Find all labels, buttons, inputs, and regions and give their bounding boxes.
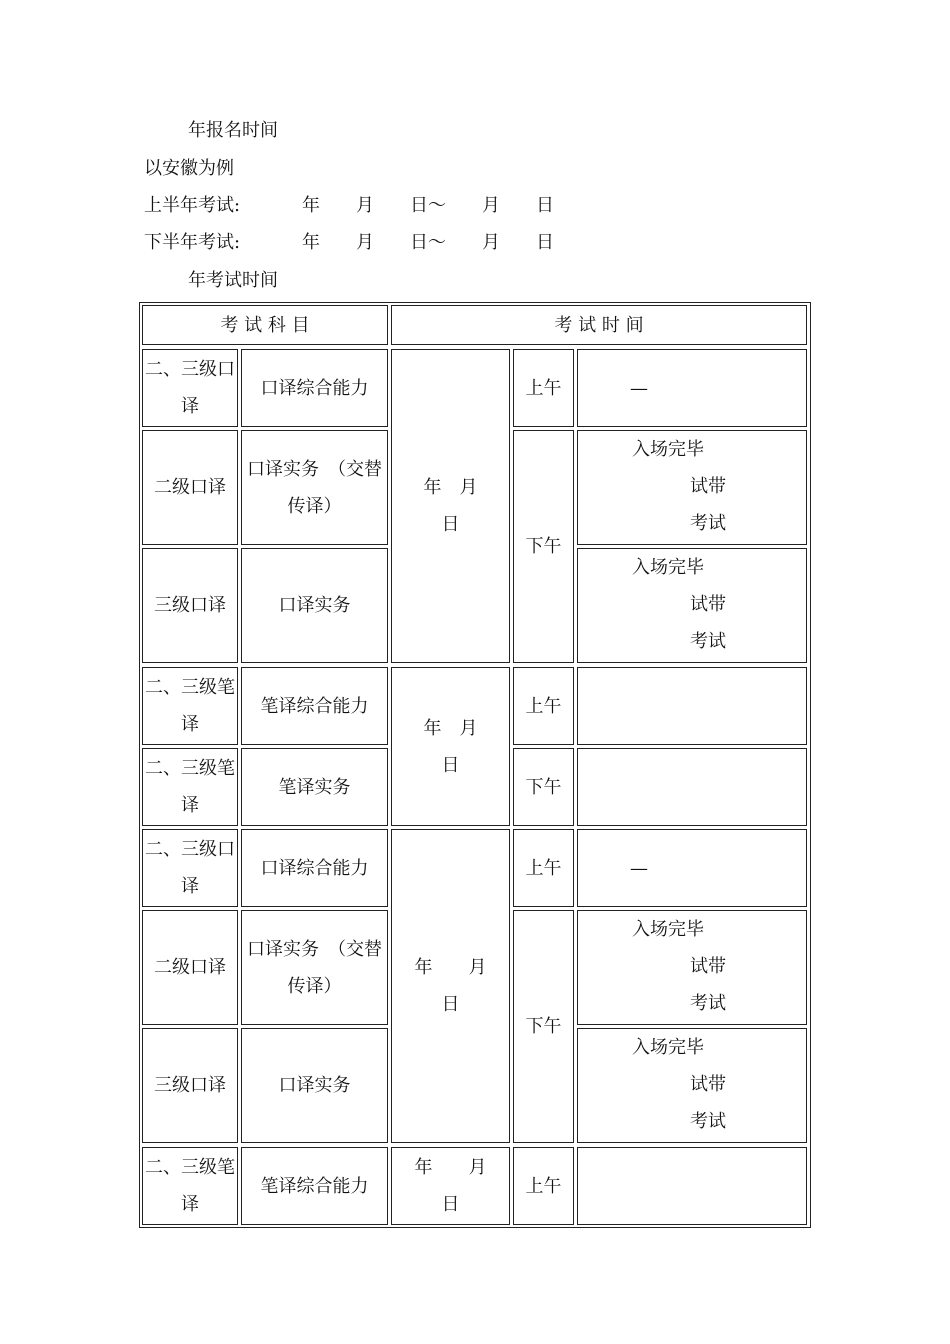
registration-time-title: 年报名时间	[188, 120, 278, 141]
session-cell: 下午	[513, 910, 574, 1143]
session-cell: 上午	[513, 829, 574, 907]
time-cell: 入场完毕 试带 考试	[577, 910, 807, 1025]
time-cell: —	[577, 349, 807, 427]
subject-cell: 口译实务	[241, 548, 388, 663]
level-cell: 三级口译	[142, 1028, 238, 1143]
exam-time-title: 年考试时间	[188, 270, 278, 291]
level-cell: 二、三级笔译	[142, 667, 238, 745]
session-cell: 上午	[513, 667, 574, 745]
subject-cell: 口译综合能力	[241, 829, 388, 907]
time-cell: 入场完毕 试带 考试	[577, 430, 807, 545]
level-cell: 二级口译	[142, 910, 238, 1025]
subject-cell: 口译实务 （交替传译）	[241, 910, 388, 1025]
first-half-label: 上半年考试:	[144, 195, 241, 216]
session-cell: 上午	[513, 1147, 574, 1225]
session-cell: 上午	[513, 349, 574, 427]
session-cell: 下午	[513, 748, 574, 826]
date-cell: 年 月 日	[391, 829, 510, 1143]
time-cell: 入场完毕 试带 考试	[577, 548, 807, 663]
second-half-date: 年 月 日～ 月 日	[302, 232, 554, 253]
subject-cell: 口译实务	[241, 1028, 388, 1143]
session-cell: 下午	[513, 430, 574, 663]
level-cell: 二、三级笔译	[142, 1147, 238, 1225]
subject-cell: 笔译综合能力	[241, 1147, 388, 1225]
subject-cell: 笔译实务	[241, 748, 388, 826]
level-cell: 二、三级口译	[142, 829, 238, 907]
date-cell: 年 月 日	[391, 1147, 510, 1225]
second-half-label: 下半年考试:	[144, 232, 241, 253]
time-cell	[577, 748, 807, 826]
level-cell: 二、三级口译	[142, 349, 238, 427]
header-subject: 考 试 科 目	[142, 305, 388, 345]
time-cell: —	[577, 829, 807, 907]
example-province: 以安徽为例	[144, 158, 234, 179]
date-cell: 年 月 日	[391, 667, 510, 826]
subject-cell: 笔译综合能力	[241, 667, 388, 745]
time-cell	[577, 667, 807, 745]
subject-cell: 口译综合能力	[241, 349, 388, 427]
time-cell: 入场完毕 试带 考试	[577, 1028, 807, 1143]
level-cell: 二级口译	[142, 430, 238, 545]
level-cell: 二、三级笔译	[142, 748, 238, 826]
subject-cell: 口译实务 （交替传译）	[241, 430, 388, 545]
time-cell	[577, 1147, 807, 1225]
first-half-date: 年 月 日～ 月 日	[302, 195, 554, 216]
header-time: 考 试 时 间	[391, 305, 807, 345]
level-cell: 三级口译	[142, 548, 238, 663]
date-cell: 年 月 日	[391, 349, 510, 663]
